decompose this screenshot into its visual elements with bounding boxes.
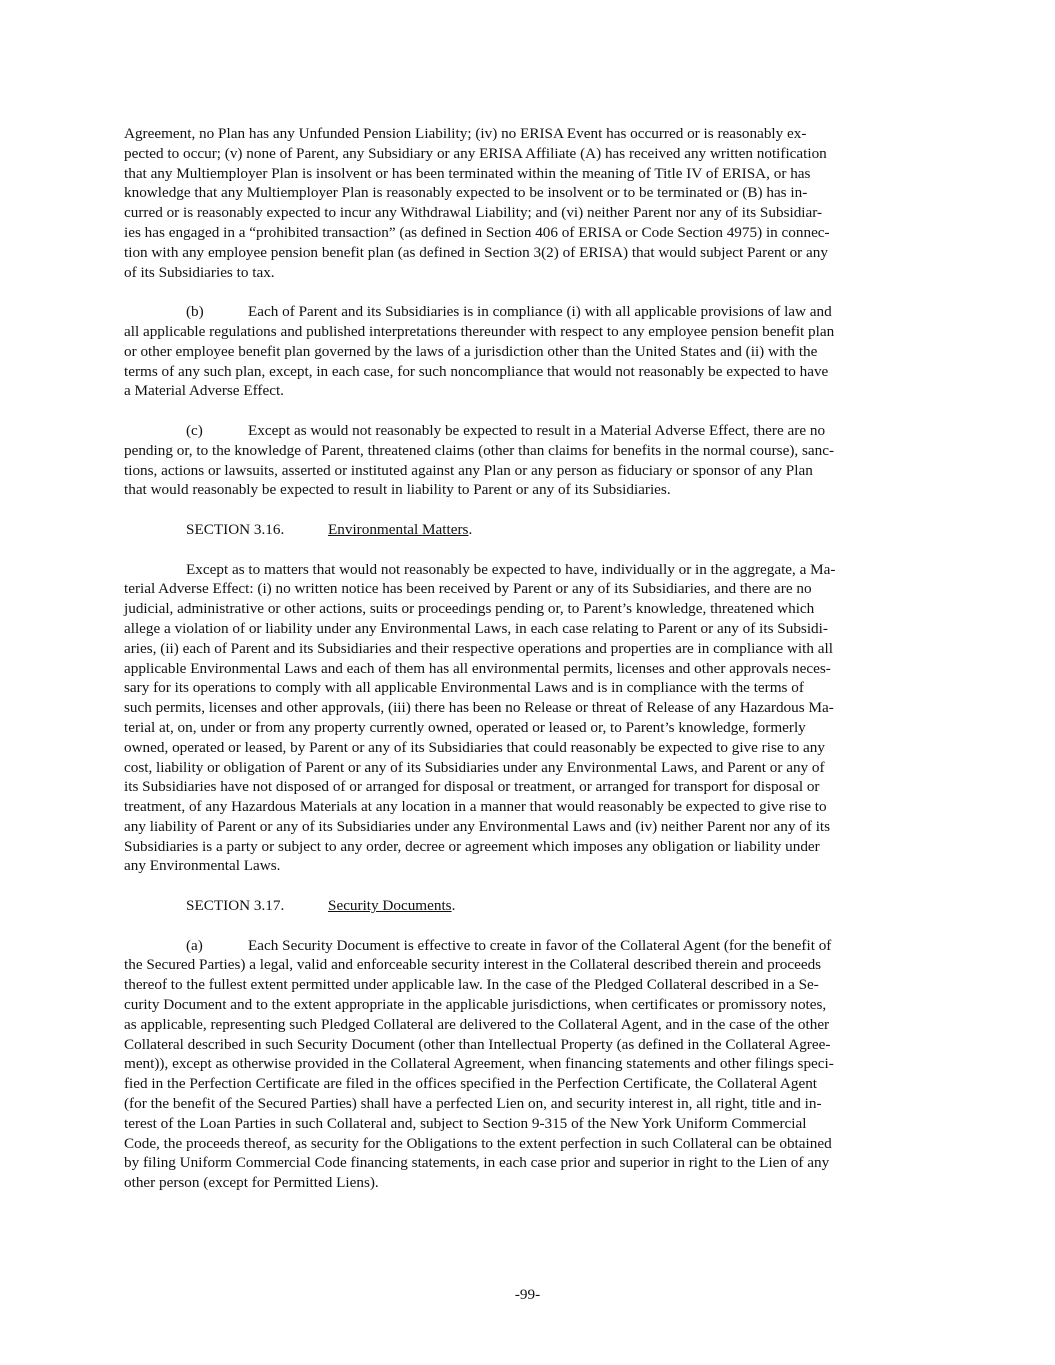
text-line: Code, the proceeds thereof, as security for the Obligations to the extent perfection in such Collateral can be obtained [124,1134,832,1152]
text-line: that would reasonably be expected to result in liability to Parent or any of its Subsidiaries. [124,481,671,499]
text-line: cost, liability or obligation of Parent or any of its Subsidiaries under any Environmental Laws, and Parent or any of [124,758,825,776]
section-title-period: . [451,897,456,915]
text-line: fied in the Perfection Certificate are filed in the offices specified in the Perfection Certificate, the Collateral Agent [124,1075,818,1093]
text-line: Subsidiaries is a party or subject to any order, decree or agreement which imposes any obligation or liability under [124,837,820,855]
text-line: sary for its operations to comply with all applicable Environmental Laws and is in compliance with the terms of [124,679,804,697]
text-line: other person (except for Permitted Liens). [124,1174,379,1192]
paragraph-first-line: Each Security Document is effective to create in favor of the Collateral Agent (for the benefit of [248,936,832,954]
text-line: thereof to the fullest extent permitted under applicable law. In the case of the Pledged Collateral described in a Se- [124,976,819,994]
document-page [124,124,932,1213]
paragraph-erisa-continued [124,124,932,282]
text-line: a Material Adverse Effect. [124,382,284,400]
text-line: or other employee benefit plan governed by the laws of a jurisdiction other than the United States and (ii) with the [124,342,818,360]
paragraph-environmental [124,560,932,877]
paragraph-first-line: Each of Parent and its Subsidiaries is in compliance (i) with all applicable provisions of law and [248,303,832,321]
section-title: Security Documents [328,897,452,915]
section-number: SECTION 3.16. [186,520,285,538]
paragraph-label: (c) [186,421,203,439]
section-title-period: . [468,520,473,538]
text-line: any liability of Parent or any of its Subsidiaries under any Environmental Laws and (iv) neither Parent nor any of its [124,817,831,835]
text-line: curred or is reasonably expected to incur any Withdrawal Liability; and (vi) neither Parent nor any of its Subsidiar- [124,204,823,222]
text-line: terial at, on, under or from any property currently owned, operated or leased or, to Parent’s knowledge, formerly [124,718,806,736]
text-line: curity Document and to the extent appropriate in the applicable jurisdictions, when certificates or promissory notes, [124,996,827,1014]
text-line: applicable Environmental Laws and each of them has all environmental permits, licenses and other approvals neces- [124,659,831,677]
text-line: (for the benefit of the Secured Parties) shall have a perfected Lien on, and security interest in, all right, title and in- [124,1095,822,1113]
text-line: pending or, to the knowledge of Parent, threatened claims (other than claims for benefits in the normal course), sanc- [124,441,835,459]
text-line: knowledge that any Multiemployer Plan is reasonably expected to be insolvent or to be terminated or (B) has in- [124,184,808,202]
text-line: ment)), except as otherwise provided in the Collateral Agreement, when financing statements and other filings speci- [124,1055,834,1073]
section-heading-3-17 [124,896,932,916]
text-line: the Secured Parties) a legal, valid and enforceable security interest in the Collateral described therein and proceeds [124,956,822,974]
text-line [124,560,932,580]
text-line: of its Subsidiaries to tax. [124,263,275,281]
paragraph-first-line: Except as would not reasonably be expected to result in a Material Adverse Effect, there are no [248,421,826,439]
text-line: by filing Uniform Commercial Code financing statements, in each case prior and superior in right to the Lien of any [124,1154,830,1172]
text-line: that any Multiemployer Plan is insolvent or has been terminated within the meaning of Title IV of ERISA, or has [124,164,811,182]
text-line: such permits, licenses and other approvals, (iii) there has been no Release or threat of Release of any Hazardous Ma- [124,699,834,717]
paragraph-b [124,302,932,401]
paragraph-label: (b) [186,303,204,321]
text-line: ies has engaged in a “prohibited transaction” (as defined in Section 406 of ERISA or Code Section 4975) in connec- [124,223,830,241]
text-line: judicial, administrative or other actions, suits or proceedings pending or, to Parent’s knowledge, threatened which [124,600,815,618]
text-line: as applicable, representing such Pledged Collateral are delivered to the Collateral Agent, and in the case of the other [124,1015,830,1033]
section-number: SECTION 3.17. [186,897,285,915]
section-title: Environmental Matters [328,520,469,538]
paragraph-c [124,421,932,500]
text-line: any Environmental Laws. [124,857,281,875]
text-line: terest of the Loan Parties in such Collateral and, subject to Section 9-315 of the New York Uniform Commercial [124,1114,807,1132]
text-line [124,302,932,322]
text-line [124,936,932,956]
section-heading-3-16 [124,520,932,540]
text-line: tions, actions or lawsuits, asserted or instituted against any Plan or any person as fiduciary or sponsor of any Plan [124,461,813,479]
text-line: allege a violation of or liability under any Environmental Laws, in each case relating to Parent or any of its Subsidi- [124,619,828,637]
text-line: tion with any employee pension benefit plan (as defined in Section 3(2) of ERISA) that would subject Parent or any [124,243,828,261]
paragraph-security-a [124,936,932,1193]
text-line: terms of any such plan, except, in each case, for such noncompliance that would not reasonably be expected to have [124,362,829,380]
paragraph-label: (a) [186,936,203,954]
page-number: -99- [514,1286,541,1303]
text-line: all applicable regulations and published interpretations thereunder with respect to any employee pension benefit plan [124,322,835,340]
text-line [124,421,932,441]
text-line: Collateral described in such Security Document (other than Intellectual Property (as defined in the Collateral Agree- [124,1035,831,1053]
text-line: treatment, of any Hazardous Materials at any location in a manner that would reasonably be expected to give rise to [124,798,827,816]
text-line: aries, (ii) each of Parent and its Subsidiaries and their respective operations and properties are in compliance with all [124,639,833,657]
text-line: Agreement, no Plan has any Unfunded Pension Liability; (iv) no ERISA Event has occurred or is reasonably ex- [124,125,807,142]
text-line: its Subsidiaries have not disposed of or arranged for disposal or treatment, or arranged for transport for disposal or [124,778,820,796]
text-line: terial Adverse Effect: (i) no written notice has been received by Parent or any of its Subsidiaries, and there are no [124,580,812,598]
paragraph-first-line: Except as to matters that would not reasonably be expected to have, individually or in the aggregate, a Ma- [186,560,836,578]
text-line: owned, operated or leased, by Parent or any of its Subsidiaries that could reasonably be expected to give rise to any [124,738,825,756]
text-line: pected to occur; (v) none of Parent, any Subsidiary or any ERISA Affiliate (A) has received any written notification [124,144,827,162]
